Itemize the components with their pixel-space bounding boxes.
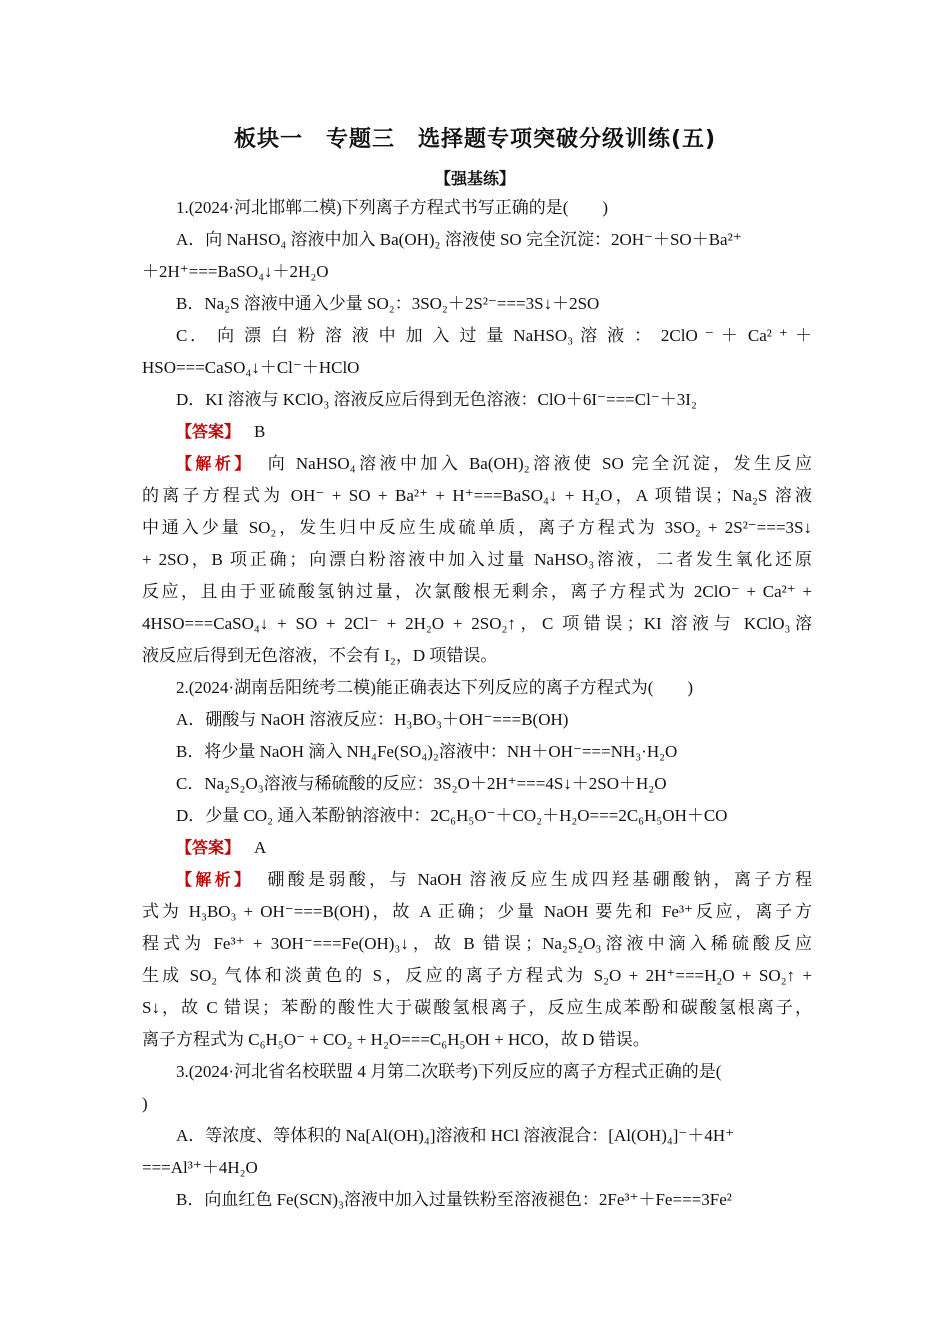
text-line-ex2f: [142, 1029, 812, 1051]
line-text: 的离子方程式为 OH⁻ + SO + Ba²⁺ + H⁺===BaSO₄↓ + H₂O，A 项错误；Na₂S 溶液: [142, 486, 812, 505]
text-line-ex1c: [142, 517, 812, 539]
text-line-q2c: [176, 773, 812, 795]
text-line-ex1e: [142, 581, 812, 603]
answer-tag: 【答案】: [176, 422, 241, 441]
line-text: A．向 NaHSO₄ 溶液中加入 Ba(OH)₂ 溶液使 SO 完全沉淀：2OH⁻＋SO＋Ba²⁺: [176, 230, 742, 249]
line-text: 向 NaHSO₄溶液中加入 Ba(OH)₂溶液使 SO 完全沉淀，发生反应: [267, 454, 812, 473]
line-text: D．少量 CO₂ 通入苯酚钠溶液中：2C₆H₅O⁻＋CO₂＋H₂O===2C₆H₅OH＋CO: [176, 806, 728, 825]
text-line-ex1g: [142, 645, 812, 667]
text-line-ex2c: [142, 933, 812, 955]
line-text: + 2SO，B 项正确；向漂白粉溶液中加入过量 NaHSO₃溶液，二者发生氧化还原: [142, 550, 812, 569]
line-text: 3.(2024·河北省名校联盟 4 月第二次联考)下列反应的离子方程式正确的是(: [176, 1062, 722, 1081]
line-text: 1.(2024·河北邯郸二模)下列离子方程式书写正确的是( ): [176, 198, 609, 217]
line-text: 生成 SO₂ 气体和淡黄色的 S，反应的离子方程式为 S₂O + 2H⁺===H₂O + SO₂↑ +: [142, 966, 812, 985]
line-text: ): [142, 1094, 148, 1113]
text-line-q1c2: [142, 357, 812, 379]
line-text: 液反应后得到无色溶液，不会有 I₂，D 项错误。: [142, 646, 498, 665]
text-line-ex2a: [176, 869, 812, 891]
text-line-q3c2: [142, 1157, 812, 1179]
line-text: C．Na₂S₂O₃溶液与稀硫酸的反应：3S₂O＋2H⁺===4S↓＋2SO＋H₂O: [176, 774, 667, 793]
line-text: 硼酸是弱酸，与 NaOH 溶液反应生成四羟基硼酸钠，离子方程: [267, 870, 812, 889]
text-line-ex2e: [142, 997, 812, 1019]
text-line-q1a2: [142, 261, 812, 283]
line-text: B: [254, 422, 266, 441]
text-line-ans2: [176, 837, 812, 859]
text-line-q2d: [176, 805, 812, 827]
line-text: ===Al³⁺＋4H₂O: [142, 1158, 258, 1177]
page-title: 板块一 专题三 选择题专项突破分级训练(五): [233, 127, 717, 152]
line-text: HSO===CaSO₄↓＋Cl⁻＋HClO: [142, 358, 360, 377]
explanation-tag: 【解析】: [176, 870, 254, 889]
line-text: 反应，且由于亚硫酸氢钠过量，次氯酸根无剩余，离子方程式为 2ClO⁻ + Ca²⁺ +: [142, 582, 812, 601]
line-text: A．等浓度、等体积的 Na[Al(OH)₄]溶液和 HCl 溶液混合：[Al(OH)₄]⁻＋4H⁺: [176, 1126, 735, 1145]
line-text: B．向血红色 Fe(SCN)₃溶液中加入过量铁粉至溶液褪色：2Fe³⁺＋Fe===3Fe²: [176, 1190, 732, 1209]
section-label: 【强基练】: [434, 169, 515, 188]
text-line-ex1f: [142, 613, 812, 635]
line-text: B．Na₂S 溶液中通入少量 SO₂：3SO₂＋2S²⁻===3S↓＋2SO: [176, 294, 600, 313]
text-line-ex1a: [176, 453, 812, 475]
text-line-q1d: [176, 389, 812, 411]
text-line-q1c1: [176, 325, 812, 347]
text-line-ex1b: [142, 485, 812, 507]
line-text: 式为 H₃BO₃ + OH⁻===B(OH)，故 A 正确；少量 NaOH 要先和 Fe³⁺反应，离子方: [142, 902, 812, 921]
line-text: A．硼酸与 NaOH 溶液反应：H₃BO₃＋OH⁻===B(OH): [176, 710, 569, 729]
line-text: C． 向 漂 白 粉 溶 液 中 加 入 过 量 NaHSO₃ 溶 液 ： 2ClO ⁻ ＋ Ca² ⁺ ＋: [176, 326, 812, 345]
line-text: 中通入少量 SO₂，发生归中反应生成硫单质，离子方程式为 3SO₂ + 2S²⁻===3S↓: [142, 518, 812, 537]
text-line-ex2b: [142, 901, 812, 923]
line-text: 程式为 Fe³⁺ + 3OH⁻===Fe(OH)₃↓，故 B 错误；Na₂S₂O₃溶液中滴入稀硫酸反应: [142, 934, 812, 953]
text-line-q3c1: [176, 1125, 812, 1147]
text-line-q1a1: [176, 229, 812, 251]
line-text: 2.(2024·湖南岳阳统考二模)能正确表达下列反应的离子方程式为( ): [176, 678, 694, 697]
text-line-q2a: [176, 709, 812, 731]
text-line-q2b: [176, 741, 812, 763]
text-line-ans1: [176, 421, 812, 443]
line-text: 离子方程式为 C₆H₅O⁻ + CO₂ + H₂O===C₆H₅OH + HCO，故 D 错误。: [142, 1030, 650, 1049]
text-line-q1b: [176, 293, 812, 315]
text-line-q2: [176, 677, 812, 699]
line-text: A: [254, 838, 267, 857]
text-line-ex2d: [142, 965, 812, 987]
text-line-q1: [176, 197, 812, 219]
explanation-tag: 【解析】: [176, 454, 254, 473]
answer-tag: 【答案】: [176, 838, 241, 857]
line-text: ＋2H⁺===BaSO₄↓＋2H₂O: [142, 262, 329, 281]
line-text: B．将少量 NaOH 滴入 NH₄Fe(SO₄)₂溶液中：NH＋OH⁻===NH₃·H₂O: [176, 742, 678, 761]
line-text: S↓，故 C 错误；苯酚的酸性大于碳酸氢根离子，反应生成苯酚和碳酸氢根离子，: [142, 998, 812, 1017]
text-line-q3d: [176, 1189, 812, 1211]
line-text: 4HSO===CaSO₄↓ + SO + 2Cl⁻ + 2H₂O + 2SO₂↑，C 项错误；KI 溶液与 KClO₃溶: [142, 614, 812, 633]
line-text: D．KI 溶液与 KClO₃ 溶液反应后得到无色溶液：ClO＋6I⁻===Cl⁻＋3I₂: [176, 390, 697, 409]
text-line-q3a: [176, 1061, 812, 1083]
text-line-ex1d: [142, 549, 812, 571]
text-line-q3b: [142, 1093, 812, 1115]
